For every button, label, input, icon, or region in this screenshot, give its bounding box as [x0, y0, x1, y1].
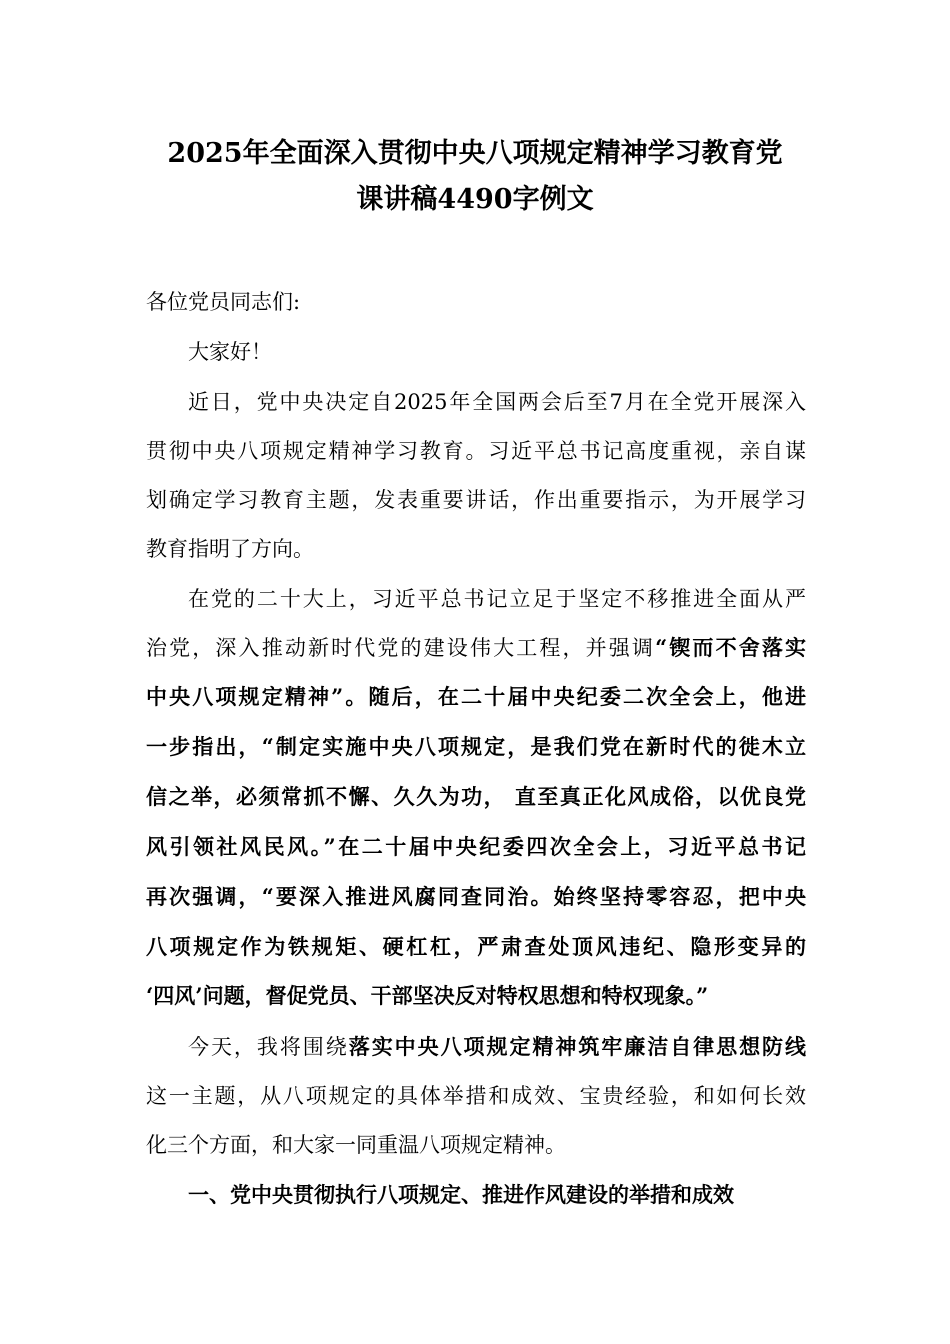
paragraph-3-bold-topic: 落实中央八项规定精神筑牢廉洁自律思想防线	[348, 1034, 807, 1059]
paragraph-1-line: 近日，党中央决定自2025年全国两会后至7月在全党开展深入	[188, 390, 806, 414]
greeting: 大家好！	[188, 340, 272, 364]
paragraph-1-line: 教育指明了方向。	[146, 537, 314, 561]
paragraph-3-line	[146, 1032, 806, 1062]
bold-text: 中央八项规定精神”。随后，在二十届中央纪委二次全会上，他进	[146, 684, 806, 709]
paragraph-2-bold-line	[146, 732, 806, 762]
paragraph-2-bold-quote: “锲而不舍落实	[655, 635, 806, 660]
paragraph-1-line: 贯彻中央八项规定精神学习教育。习近平总书记高度重视，亲自谋	[146, 439, 806, 463]
bold-text: 风引领社风民风。”在二十届中央纪委四次全会上，习近平总书记	[146, 834, 806, 859]
paragraph-1-line: 划确定学习教育主题，发表重要讲话，作出重要指示，为开展学习	[146, 488, 806, 512]
paragraph-2-bold-line	[146, 932, 806, 962]
paragraph-3-line: 这一主题，从八项规定的具体举措和成效、宝贵经验，和如何长效	[146, 1084, 806, 1108]
paragraph-2-bold-line	[146, 981, 806, 1011]
document-title-line-2: 课讲稿4490字例文	[356, 184, 594, 215]
paragraph-3-text: 今天，我将围绕	[188, 1035, 349, 1059]
bold-text: 信之举，必须常抓不懈、久久为功， 直至真正化风成俗，以优良党	[146, 784, 806, 809]
paragraph-2-text: 治党，深入推动新时代党的建设伟大工程，并强调	[146, 636, 656, 660]
bold-text: ‘四风’问题，督促党员、干部坚决反对特权思想和特权现象。”	[146, 983, 709, 1008]
bold-text: 八项规定作为铁规矩、硬杠杠，严肃查处顶风违纪、隐形变异的	[146, 934, 806, 959]
paragraph-3-line: 化三个方面，和大家一同重温八项规定精神。	[146, 1133, 566, 1157]
paragraph-2-line: 在党的二十大上，习近平总书记立足于坚定不移推进全面从严	[188, 587, 806, 611]
paragraph-2-bold-line	[146, 682, 806, 712]
document-title-line-1: 2025年全面深入贯彻中央八项规定精神学习教育党	[167, 138, 783, 169]
paragraph-2-bold-line	[146, 832, 806, 862]
paragraph-2-bold-line	[146, 882, 806, 912]
salutation: 各位党员同志们:	[146, 290, 301, 314]
section-heading-text: 一、党中央贯彻执行八项规定、推进作风建设的举措和成效	[188, 1182, 734, 1207]
bold-text: 一步指出，“制定实施中央八项规定，是我们党在新时代的徙木立	[146, 734, 806, 759]
paragraph-2-line	[146, 633, 806, 663]
bold-text: 再次强调，“要深入推进风腐同查同治。始终坚持零容忍，把中央	[146, 884, 806, 909]
section-heading-1	[146, 1180, 806, 1210]
paragraph-2-bold-line	[146, 782, 806, 812]
